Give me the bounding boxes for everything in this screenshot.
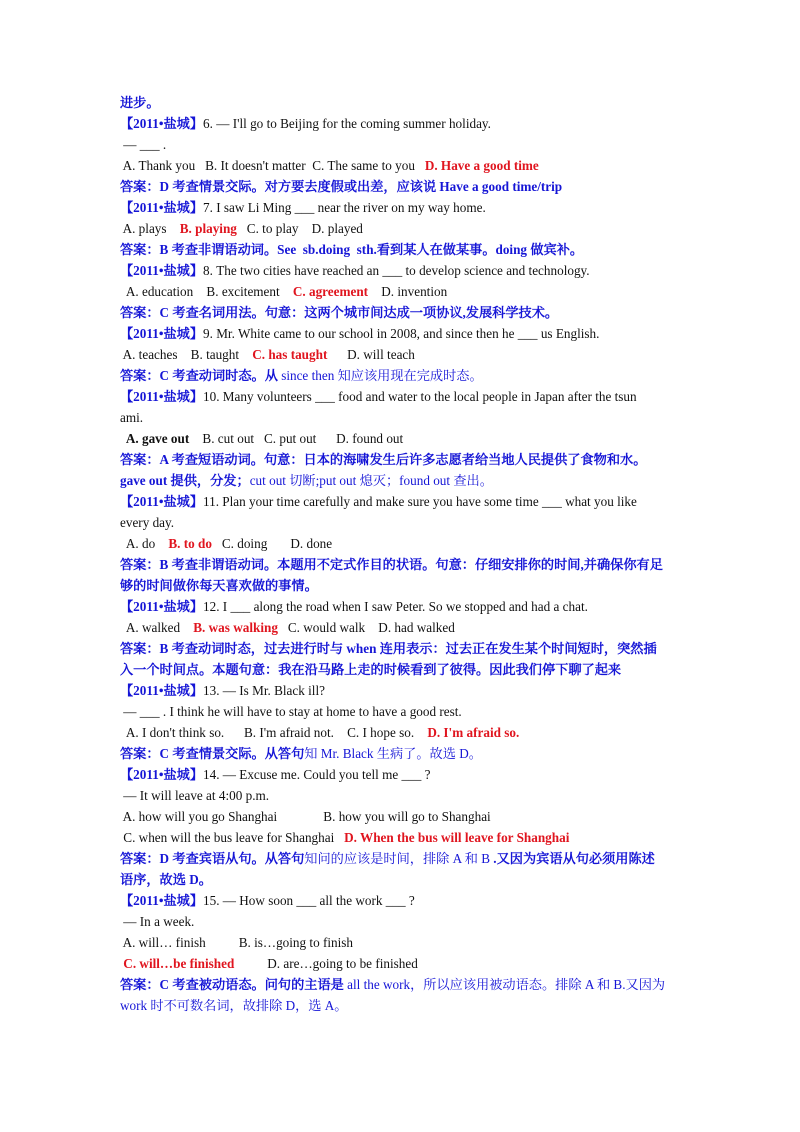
answer-note: 【2011•盐城】 [120, 599, 204, 614]
answer-note: 答案：D 考查宾语从句。从答句 [120, 851, 305, 866]
text-segment: 15. — How soon ___ all the work ___ ? [203, 893, 415, 908]
text-segment: 9. Mr. White came to our school in 2008, and since then he ___ us English. [203, 326, 600, 341]
text-line [120, 701, 680, 722]
answer-note: 语序，故选 D。 [120, 872, 212, 887]
answer-note: 知问的应该是时间，排除 A 和 B [304, 851, 494, 866]
answer-choice: C. will…be finished [120, 956, 235, 971]
text-segment: every day. [120, 515, 175, 530]
answer-note: since then 知应该用现在完成时态。 [281, 368, 483, 383]
text-segment: A. do [120, 536, 169, 551]
text-segment: D. will teach [327, 347, 415, 362]
text-line [120, 197, 680, 218]
text-line [120, 575, 680, 596]
text-segment: D. are…going to be finished [234, 956, 418, 971]
text-line [120, 680, 680, 701]
text-segment: 10. Many volunteers ___ food and water to the local people in Japan after the tsun [203, 389, 637, 404]
text-segment: A. I don't think so. B. I'm afraid not. C. I hope so. [120, 725, 428, 740]
answer-note: cut out 切断;put out 熄灭；found out 查出。 [249, 473, 493, 488]
answer-note: 【2011•盐城】 [120, 683, 204, 698]
text-line [120, 428, 680, 449]
text-line [120, 113, 680, 134]
text-line [120, 260, 680, 281]
text-segment: 8. The two cities have reached an ___ to develop science and technology. [203, 263, 590, 278]
answer-choice: B. playing [179, 221, 237, 236]
text-line [120, 848, 680, 869]
text-line [120, 659, 680, 680]
answer-note: 知 Mr. Black 生病了。故选 D。 [304, 746, 482, 761]
answer-note: gave out 提供，分发； [120, 473, 250, 488]
text-segment: — ___ . I think he will have to stay at home to have a good rest. [120, 704, 462, 719]
text-segment: C. to play D. played [236, 221, 363, 236]
text-line [120, 617, 680, 638]
answer-note: 答案：B 考查非谓语动词。See sb.doing sth.看到某人在做某事。doing 做宾补。 [120, 242, 584, 257]
text-segment: D. invention [368, 284, 448, 299]
text-segment: — It will leave at 4:00 p.m. [120, 788, 270, 803]
text-segment: ami. [120, 410, 144, 425]
text-line [120, 932, 680, 953]
text-line [120, 827, 680, 848]
document-page [120, 92, 680, 1016]
text-segment: 14. — Excuse me. Could you tell me ___ ? [203, 767, 431, 782]
text-line [120, 365, 680, 386]
text-line [120, 995, 680, 1016]
text-segment: C. doing D. done [211, 536, 333, 551]
text-segment: C. would walk D. had walked [277, 620, 455, 635]
text-line [120, 638, 680, 659]
text-segment: A. education B. excitement [120, 284, 293, 299]
text-segment: A. walked [120, 620, 194, 635]
answer-choice: C. agreement [292, 284, 369, 299]
answer-note: 答案：A 考查短语动词。句意：日本的海啸发生后许多志愿者给当地人民提供了食物和水。 [120, 452, 647, 467]
text-segment: A. teaches B. taught [120, 347, 253, 362]
answer-note: 【2011•盐城】 [120, 116, 204, 131]
text-line [120, 323, 680, 344]
text-segment: 13. — Is Mr. Black ill? [203, 683, 325, 698]
text-line [120, 722, 680, 743]
text-segment: 11. Plan your time carefully and make sure you have some time ___ what you like [203, 494, 637, 509]
answer-note: .又因为宾语从句必须用陈述 [493, 851, 655, 866]
answer-note: 【2011•盐城】 [120, 326, 204, 341]
text-line [120, 281, 680, 302]
text-line [120, 764, 680, 785]
text-line [120, 407, 680, 428]
answer-note: all the work，所以应该用被动语态。排除 A 和 B.又因为 [347, 977, 666, 992]
text-line [120, 134, 680, 155]
text-segment: 12. I ___ along the road when I saw Peter. So we stopped and had a chat. [203, 599, 588, 614]
answer-note: 【2011•盐城】 [120, 200, 204, 215]
text-line [120, 470, 680, 491]
answer-note: 够的时间做你每天喜欢做的事情。 [120, 578, 318, 593]
answer-note: 入一个时间点。本题句意：我在沿马路上走的时候看到了彼得。因此我们停下聊了起来 [120, 662, 622, 677]
text-line [120, 512, 680, 533]
text-segment: A. will… finish B. is…going to finish [120, 935, 353, 950]
text-line [120, 596, 680, 617]
text-line [120, 386, 680, 407]
answer-choice: D. I'm afraid so. [427, 725, 520, 740]
text-line [120, 218, 680, 239]
answer-note: 【2011•盐城】 [120, 767, 204, 782]
text-segment: A. gave out [120, 431, 190, 446]
answer-note: 答案：D 考查情景交际。对方要去度假或出差，应该说 Have a good time/trip [120, 179, 563, 194]
answer-note: 答案：C 考查情景交际。从答句 [120, 746, 305, 761]
answer-note: 【2011•盐城】 [120, 893, 204, 908]
answer-choice: B. was walking [193, 620, 278, 635]
text-line [120, 176, 680, 197]
text-line [120, 239, 680, 260]
text-line [120, 974, 680, 995]
text-line [120, 302, 680, 323]
answer-note: 答案：C 考查动词时态。从 [120, 368, 282, 383]
text-line [120, 533, 680, 554]
answer-note: 答案：C 考查名词用法。句意：这两个城市间达成一项协议,发展科学技术。 [120, 305, 559, 320]
text-segment: — In a week. [120, 914, 195, 929]
answer-note: 答案：B 考查非谓语动词。本题用不定式作目的状语。句意：仔细安排你的时间,并确保你有足 [120, 557, 663, 572]
answer-choice: C. has taught [252, 347, 328, 362]
text-segment: A. how will you go Shanghai B. how you will go to Shanghai [120, 809, 491, 824]
text-line [120, 554, 680, 575]
answer-note: 答案：C 考查被动语态。问句的主语是 [120, 977, 348, 992]
answer-choice: D. Have a good time [424, 158, 539, 173]
text-segment: A. plays [120, 221, 180, 236]
text-line [120, 911, 680, 932]
text-segment: — ___ . [120, 137, 167, 152]
text-line [120, 449, 680, 470]
text-line [120, 785, 680, 806]
text-segment: B. cut out C. put out D. found out [189, 431, 404, 446]
text-segment: A. Thank you B. It doesn't matter C. The same to you [120, 158, 425, 173]
answer-note: 【2011•盐城】 [120, 389, 204, 404]
text-segment: 7. I saw Li Ming ___ near the river on my way home. [203, 200, 486, 215]
answer-note: work 时不可数名词，故排除 D，选 A。 [120, 998, 348, 1013]
text-segment: 6. — I'll go to Beijing for the coming summer holiday. [203, 116, 491, 131]
text-line [120, 344, 680, 365]
answer-note: 【2011•盐城】 [120, 494, 204, 509]
answer-note: 进步。 [120, 95, 160, 110]
text-segment: C. when will the bus leave for Shanghai [120, 830, 345, 845]
answer-note: 答案：B 考查动词时态，过去进行时与 when 连用表示：过去正在发生某个时间短时，突然插 [120, 641, 657, 656]
text-line [120, 953, 680, 974]
answer-note: 【2011•盐城】 [120, 263, 204, 278]
answer-choice: D. When the bus will leave for Shanghai [344, 830, 570, 845]
text-line [120, 491, 680, 512]
text-line [120, 743, 680, 764]
text-line [120, 869, 680, 890]
answer-choice: B. to do [168, 536, 212, 551]
text-line [120, 92, 680, 113]
text-line [120, 155, 680, 176]
text-line [120, 890, 680, 911]
text-line [120, 806, 680, 827]
